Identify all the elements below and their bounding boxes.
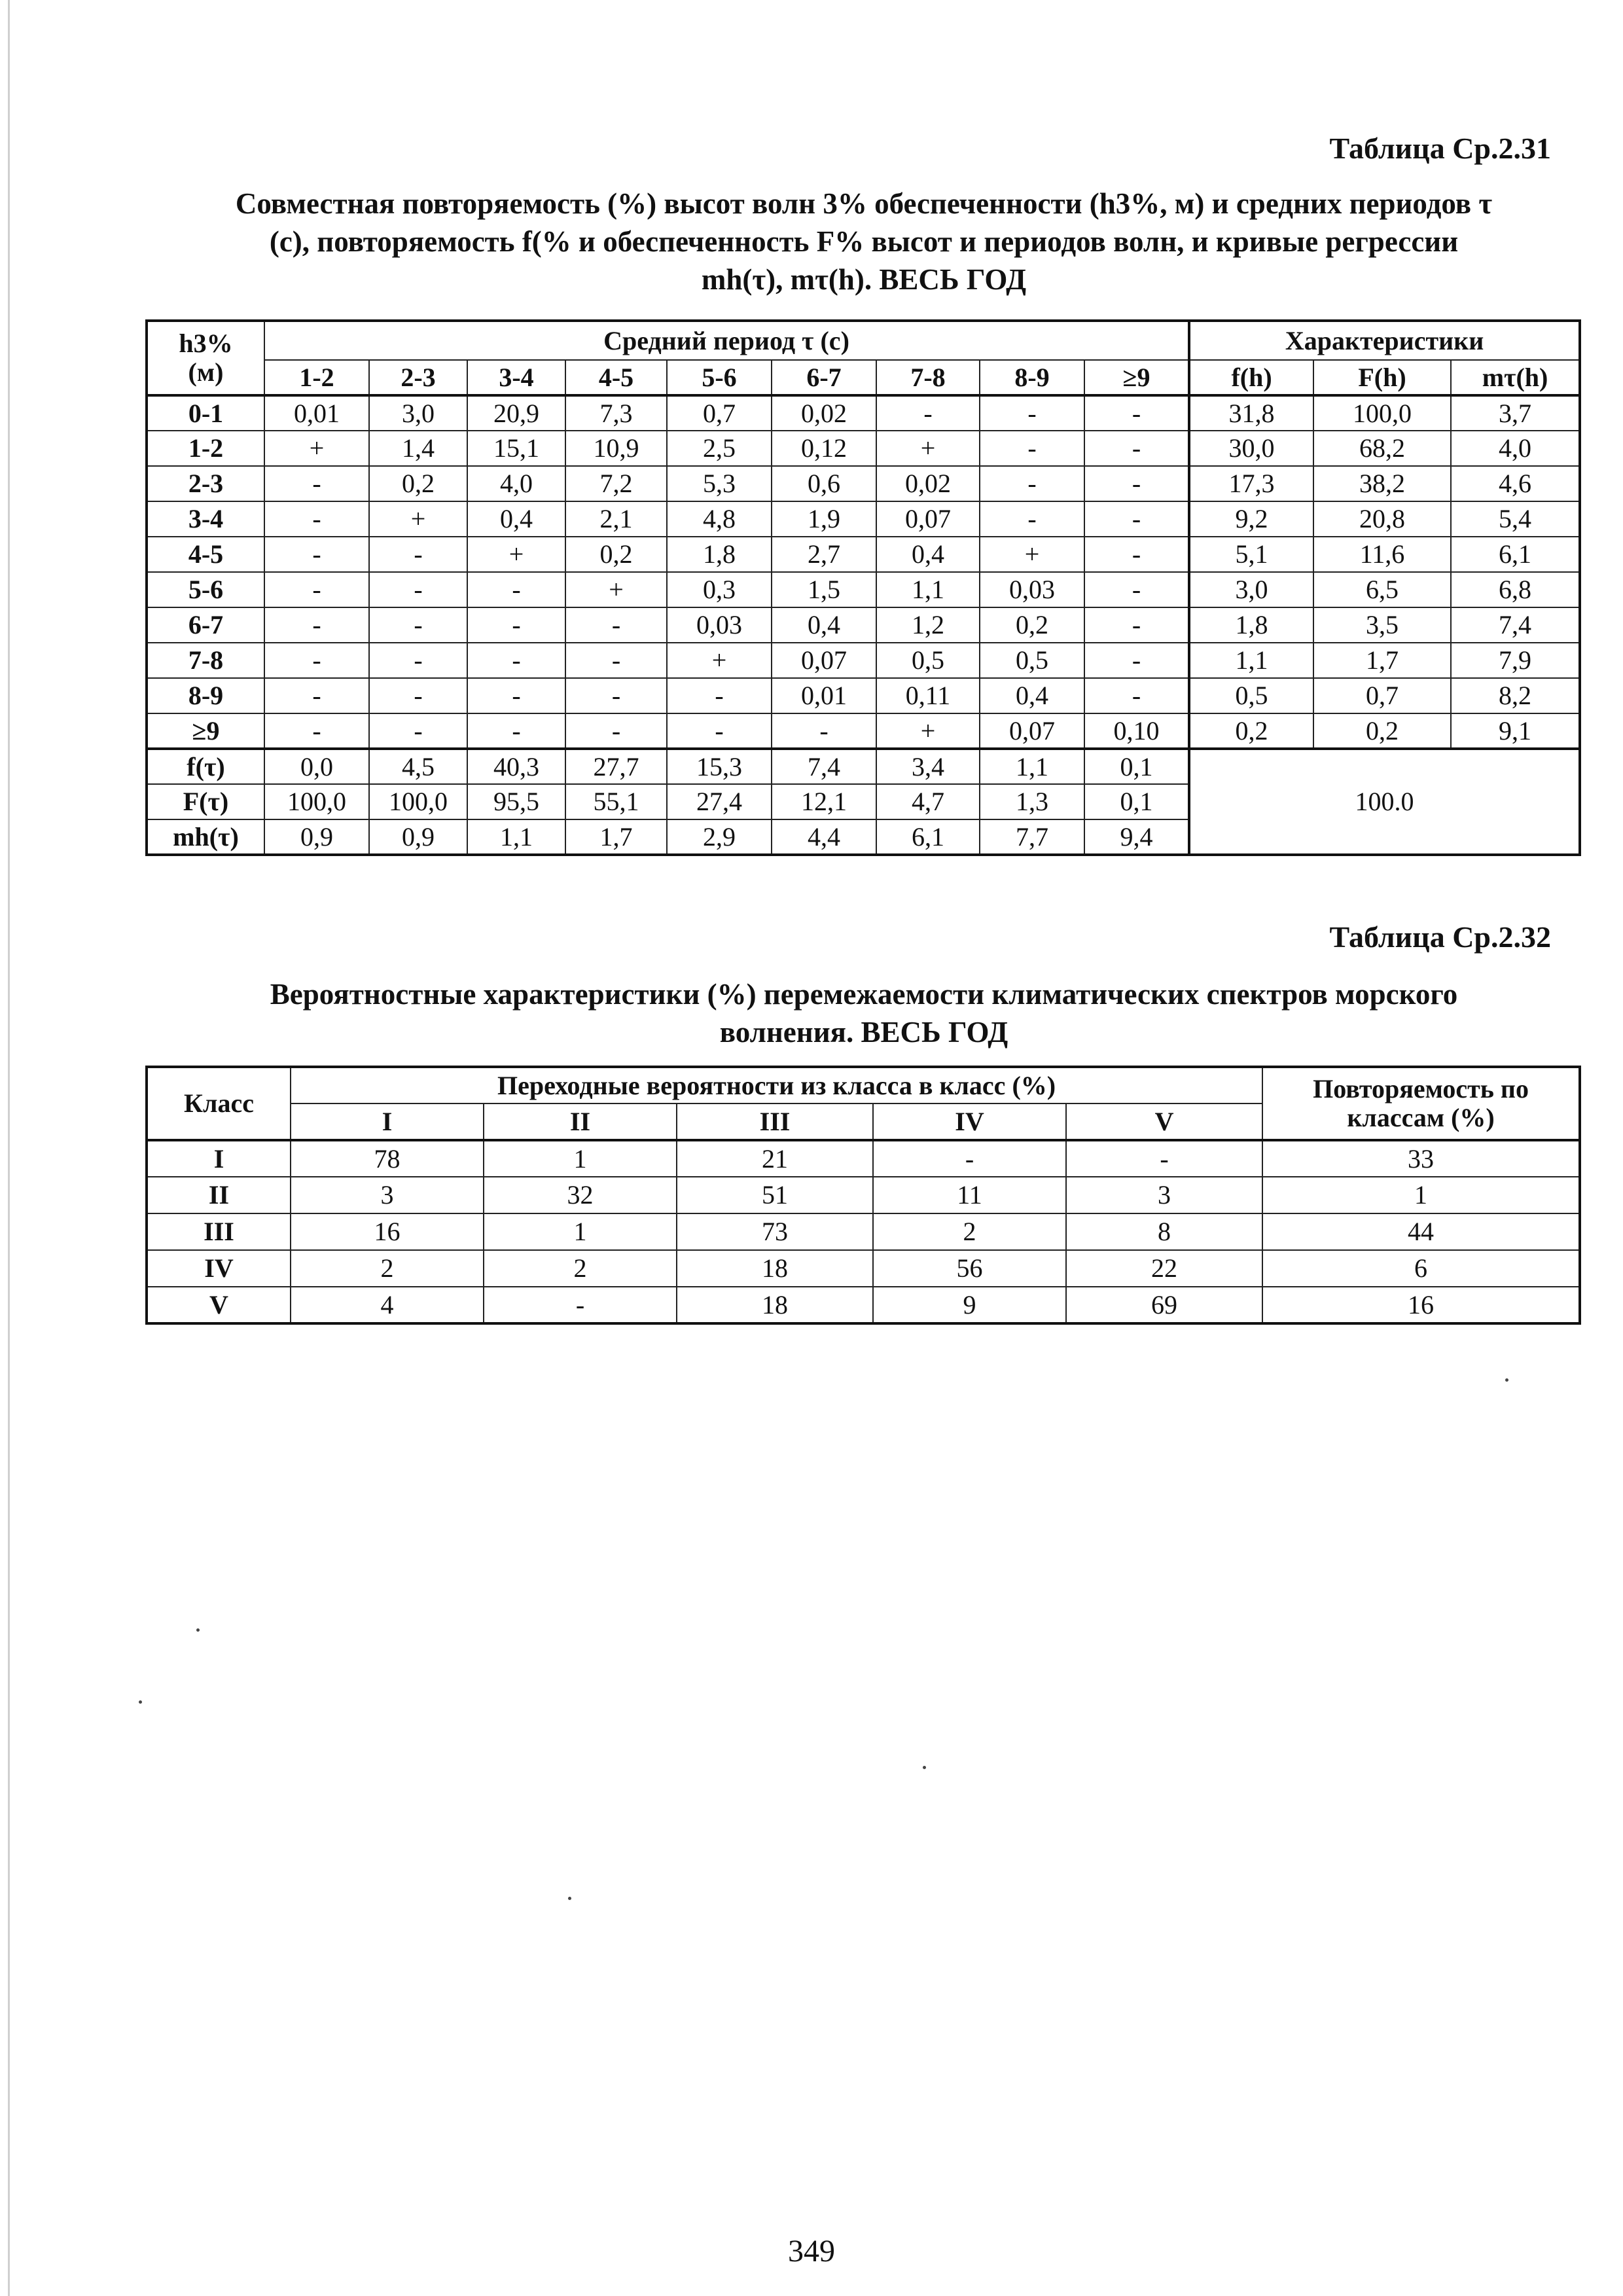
table-cell: 56	[873, 1250, 1066, 1287]
table-cell: 1,1	[467, 819, 565, 855]
period-col: ≥9	[1084, 360, 1189, 395]
class-label: IV	[147, 1250, 291, 1287]
corner-unit: (м)	[188, 357, 224, 387]
table-cell: 0,4	[980, 678, 1084, 713]
summary-label: mh(τ)	[147, 819, 264, 855]
freq-cell: 33	[1262, 1140, 1580, 1177]
table-cell: -	[565, 678, 667, 713]
table2-body	[147, 1140, 1580, 1323]
char-cell: 1,7	[1313, 643, 1451, 678]
row-height-label: 0-1	[147, 395, 264, 431]
table1-title	[151, 185, 1577, 298]
freq-header: Повторяемость по классам (%)	[1262, 1067, 1580, 1140]
table1-label: Таблица Ср.2.31	[1329, 132, 1551, 165]
table1-row	[147, 466, 1580, 501]
table-cell: 73	[677, 1213, 873, 1250]
table-cell: 3	[1066, 1177, 1262, 1213]
char-cell: 0,7	[1313, 678, 1451, 713]
table-cell: 0,1	[1084, 784, 1189, 819]
table-cell: -	[369, 572, 467, 607]
table1-row	[147, 501, 1580, 537]
table-cell: 0,12	[772, 431, 876, 466]
table-cell: 5,3	[667, 466, 772, 501]
table-cell: -	[264, 643, 369, 678]
table-cell: 4,4	[772, 819, 876, 855]
table1-row	[147, 678, 1580, 713]
table-cell: 0,5	[980, 643, 1084, 678]
table-cell: -	[467, 678, 565, 713]
table-cell: 0,2	[565, 537, 667, 572]
period-header: Средний период τ (с)	[264, 321, 1189, 360]
table2-label: Таблица Ср.2.32	[1329, 920, 1551, 954]
char-cell: 5,4	[1451, 501, 1580, 537]
char-cell: 100,0	[1313, 395, 1451, 431]
table-cell: +	[980, 537, 1084, 572]
char-cell: 8,2	[1451, 678, 1580, 713]
char-cell: 17,3	[1189, 466, 1313, 501]
table-cell: -	[565, 713, 667, 749]
period-col: 6-7	[772, 360, 876, 395]
table1-row	[147, 572, 1580, 607]
table-cell: 4,7	[876, 784, 980, 819]
table-cell: -	[1084, 431, 1189, 466]
char-col: f(h)	[1189, 360, 1313, 395]
table-cell: 22	[1066, 1250, 1262, 1287]
table1-row	[147, 395, 1580, 431]
period-col: 7-8	[876, 360, 980, 395]
char-cell: 20,8	[1313, 501, 1451, 537]
table-cell: 1	[484, 1213, 677, 1250]
char-cell: 0,2	[1313, 713, 1451, 749]
table-cell: +	[876, 713, 980, 749]
table-cell: -	[369, 678, 467, 713]
table-cell: 1,4	[369, 431, 467, 466]
table-cell: +	[667, 643, 772, 678]
char-cell: 3,0	[1189, 572, 1313, 607]
freq-cell: 16	[1262, 1287, 1580, 1323]
row-height-label: 3-4	[147, 501, 264, 537]
table1-summary	[147, 749, 1580, 855]
table1-title-line2: (с), повторяемость f(% и обеспеченность F% высот и периодов волн, и кривые регрессии	[269, 225, 1459, 258]
table-cell: 0,0	[264, 749, 369, 784]
corner-h3: h3%	[179, 329, 233, 358]
table-cell: 7,2	[565, 466, 667, 501]
table-cell: 7,3	[565, 395, 667, 431]
table-cell: 27,7	[565, 749, 667, 784]
class-label: I	[147, 1140, 291, 1177]
table-cell: 0,4	[876, 537, 980, 572]
table-cell: 55,1	[565, 784, 667, 819]
table-cell: -	[264, 607, 369, 643]
table-cell: -	[1084, 395, 1189, 431]
table2-title-line1: Вероятностные характеристики (%) перемежаемости климатических спектров морского	[270, 978, 1458, 1011]
table-cell: -	[980, 501, 1084, 537]
char-header: Характеристики	[1189, 321, 1580, 360]
table-cell: +	[565, 572, 667, 607]
table-cell: 8	[1066, 1213, 1262, 1250]
table2-row	[147, 1250, 1580, 1287]
table-cell: -	[980, 466, 1084, 501]
table2-title	[151, 975, 1577, 1051]
table-cell: -	[467, 643, 565, 678]
table-cell: 7,4	[772, 749, 876, 784]
table-cell: -	[565, 643, 667, 678]
table-cell: 0,10	[1084, 713, 1189, 749]
char-cell: 5,1	[1189, 537, 1313, 572]
table-cell: -	[467, 572, 565, 607]
row-height-label: 5-6	[147, 572, 264, 607]
table1-row	[147, 643, 1580, 678]
table2-row	[147, 1140, 1580, 1177]
table-cell: +	[369, 501, 467, 537]
table-cell: 4,8	[667, 501, 772, 537]
table-cell: -	[264, 466, 369, 501]
table-cell: 18	[677, 1250, 873, 1287]
class-label: II	[147, 1177, 291, 1213]
table-cell: 0,6	[772, 466, 876, 501]
table-cell: -	[264, 678, 369, 713]
table2-row	[147, 1287, 1580, 1323]
table1-title-line3: mh(τ), mτ(h). ВЕСЬ ГОД	[701, 263, 1027, 296]
table-cell: 2,1	[565, 501, 667, 537]
table-cell: 0,01	[772, 678, 876, 713]
table-cell: -	[467, 607, 565, 643]
freq-cell: 1	[1262, 1177, 1580, 1213]
table-cell: 4,0	[467, 466, 565, 501]
table1-body	[147, 395, 1580, 749]
table-cell: -	[369, 643, 467, 678]
char-cell: 1,1	[1189, 643, 1313, 678]
row-height-label: 6-7	[147, 607, 264, 643]
table-cell: 0,9	[264, 819, 369, 855]
table-cell: -	[1084, 643, 1189, 678]
class-col: IV	[873, 1103, 1066, 1140]
table1-row	[147, 713, 1580, 749]
table-cell: -	[980, 431, 1084, 466]
char-cell: 7,4	[1451, 607, 1580, 643]
table-cell: -	[667, 678, 772, 713]
table-cell: 4,5	[369, 749, 467, 784]
table-cell: 0,01	[264, 395, 369, 431]
table-cell: 21	[677, 1140, 873, 1177]
period-col: 5-6	[667, 360, 772, 395]
table1-row	[147, 431, 1580, 466]
period-col: 8-9	[980, 360, 1084, 395]
table-cell: -	[369, 537, 467, 572]
table-cell: -	[1084, 466, 1189, 501]
table-cell: 0,1	[1084, 749, 1189, 784]
table1-summary-row	[147, 749, 1580, 784]
table-cell: 78	[291, 1140, 484, 1177]
transition-header: Переходные вероятности из класса в класс (%)	[291, 1067, 1262, 1103]
table-cell: 20,9	[467, 395, 565, 431]
scan-speck	[1505, 1378, 1508, 1382]
table-cell: 32	[484, 1177, 677, 1213]
table1	[145, 319, 1581, 856]
table-cell: 0,4	[467, 501, 565, 537]
table-cell: -	[667, 713, 772, 749]
row-height-label: 8-9	[147, 678, 264, 713]
table-cell: 2,5	[667, 431, 772, 466]
table-cell: 15,1	[467, 431, 565, 466]
table2	[145, 1066, 1581, 1325]
table-cell: 69	[1066, 1287, 1262, 1323]
table-cell: +	[264, 431, 369, 466]
table-cell: 1,2	[876, 607, 980, 643]
char-cell: 6,8	[1451, 572, 1580, 607]
scan-speck	[196, 1628, 200, 1632]
table-cell: -	[369, 713, 467, 749]
table-cell: 16	[291, 1213, 484, 1250]
char-cell: 11,6	[1313, 537, 1451, 572]
freq-cell: 6	[1262, 1250, 1580, 1287]
summary-label: f(τ)	[147, 749, 264, 784]
scan-speck	[139, 1700, 142, 1704]
class-label: V	[147, 1287, 291, 1323]
class-label: III	[147, 1213, 291, 1250]
char-col: mτ(h)	[1451, 360, 1580, 395]
table1-row	[147, 607, 1580, 643]
table-cell: 0,5	[876, 643, 980, 678]
table-cell: 100,0	[369, 784, 467, 819]
class-header: Класс	[147, 1067, 291, 1140]
table-cell: 1,3	[980, 784, 1084, 819]
table-cell: 2	[291, 1250, 484, 1287]
row-height-label: 2-3	[147, 466, 264, 501]
table-cell: -	[565, 607, 667, 643]
page-number: 349	[788, 2234, 835, 2269]
char-cell: 1,8	[1189, 607, 1313, 643]
class-col: V	[1066, 1103, 1262, 1140]
row-height-label: 4-5	[147, 537, 264, 572]
table-cell: -	[369, 607, 467, 643]
table-cell: 100,0	[264, 784, 369, 819]
table-cell: 9	[873, 1287, 1066, 1323]
table1-row	[147, 537, 1580, 572]
char-cell: 3,5	[1313, 607, 1451, 643]
char-cell: 6,1	[1451, 537, 1580, 572]
char-cell: 7,9	[1451, 643, 1580, 678]
table-cell: 0,3	[667, 572, 772, 607]
table-cell: 3	[291, 1177, 484, 1213]
char-cell: 30,0	[1189, 431, 1313, 466]
row-height-label: 7-8	[147, 643, 264, 678]
table-cell: 9,4	[1084, 819, 1189, 855]
table-cell: -	[980, 395, 1084, 431]
table-cell: 1,8	[667, 537, 772, 572]
char-cell: 6,5	[1313, 572, 1451, 607]
table-cell: 40,3	[467, 749, 565, 784]
table-cell: 7,7	[980, 819, 1084, 855]
table-cell: 4	[291, 1287, 484, 1323]
table-cell: 10,9	[565, 431, 667, 466]
table-cell: 3,0	[369, 395, 467, 431]
total-cell: 100.0	[1189, 749, 1580, 855]
table1-corner	[147, 321, 264, 395]
table-cell: 0,9	[369, 819, 467, 855]
char-cell: 0,2	[1189, 713, 1313, 749]
table-cell: 11	[873, 1177, 1066, 1213]
table-cell: -	[264, 713, 369, 749]
table-cell: 6,1	[876, 819, 980, 855]
table-cell: +	[876, 431, 980, 466]
table-cell: 2,7	[772, 537, 876, 572]
table-cell: -	[1084, 501, 1189, 537]
table-cell: 0,2	[980, 607, 1084, 643]
table-cell: 0,02	[876, 466, 980, 501]
table-cell: -	[1084, 572, 1189, 607]
table-cell: 1	[484, 1140, 677, 1177]
table-cell: 3,4	[876, 749, 980, 784]
table-cell: 1,9	[772, 501, 876, 537]
table-cell: -	[873, 1140, 1066, 1177]
table-cell: -	[264, 572, 369, 607]
table-cell: -	[264, 537, 369, 572]
table-cell: 0,03	[667, 607, 772, 643]
table-cell: -	[1084, 607, 1189, 643]
class-col: I	[291, 1103, 484, 1140]
table-cell: +	[467, 537, 565, 572]
table1-title-line1: Совместная повторяемость (%) высот волн 3% обеспеченности (h3%, м) и средних периодов τ	[235, 187, 1493, 220]
table-cell: -	[484, 1287, 677, 1323]
period-col: 3-4	[467, 360, 565, 395]
char-cell: 68,2	[1313, 431, 1451, 466]
class-col: II	[484, 1103, 677, 1140]
table1-header-row	[147, 321, 1580, 360]
table-cell: 1,1	[980, 749, 1084, 784]
table-cell: -	[264, 501, 369, 537]
table-cell: 0,2	[369, 466, 467, 501]
table-cell: 95,5	[467, 784, 565, 819]
table2-row	[147, 1213, 1580, 1250]
char-cell: 38,2	[1313, 466, 1451, 501]
table-cell: 0,07	[876, 501, 980, 537]
row-height-label: 1-2	[147, 431, 264, 466]
table2-title-line2: волнения. ВЕСЬ ГОД	[719, 1016, 1008, 1049]
char-cell: 3,7	[1451, 395, 1580, 431]
table-cell: 1,5	[772, 572, 876, 607]
table-cell: -	[1084, 678, 1189, 713]
table-cell: 2	[873, 1213, 1066, 1250]
table-cell: 1,7	[565, 819, 667, 855]
table-cell: 12,1	[772, 784, 876, 819]
table-cell: -	[467, 713, 565, 749]
period-col: 4-5	[565, 360, 667, 395]
table-cell: 2,9	[667, 819, 772, 855]
table-cell: 0,07	[980, 713, 1084, 749]
table-cell: -	[1066, 1140, 1262, 1177]
period-col: 2-3	[369, 360, 467, 395]
table-cell: 0,7	[667, 395, 772, 431]
scan-speck	[568, 1897, 571, 1900]
table-cell: -	[772, 713, 876, 749]
table-cell: 1,1	[876, 572, 980, 607]
summary-label: F(τ)	[147, 784, 264, 819]
table-cell: 27,4	[667, 784, 772, 819]
table-cell: 0,03	[980, 572, 1084, 607]
char-cell: 9,1	[1451, 713, 1580, 749]
row-height-label: ≥9	[147, 713, 264, 749]
table-cell: 18	[677, 1287, 873, 1323]
table2-header-row	[147, 1067, 1580, 1103]
char-cell: 4,0	[1451, 431, 1580, 466]
char-cell: 4,6	[1451, 466, 1580, 501]
char-cell: 9,2	[1189, 501, 1313, 537]
table2-row	[147, 1177, 1580, 1213]
table-cell: 0,4	[772, 607, 876, 643]
table-cell: 51	[677, 1177, 873, 1213]
scan-edge	[8, 0, 10, 2296]
table-cell: 15,3	[667, 749, 772, 784]
char-cell: 0,5	[1189, 678, 1313, 713]
table1-subheader-row	[147, 360, 1580, 395]
char-col: F(h)	[1313, 360, 1451, 395]
table-cell: 0,02	[772, 395, 876, 431]
table-cell: 0,07	[772, 643, 876, 678]
class-col: III	[677, 1103, 873, 1140]
table-cell: 2	[484, 1250, 677, 1287]
table-cell: 0,11	[876, 678, 980, 713]
scan-speck	[923, 1766, 926, 1769]
char-cell: 31,8	[1189, 395, 1313, 431]
table-cell: -	[876, 395, 980, 431]
period-col: 1-2	[264, 360, 369, 395]
freq-cell: 44	[1262, 1213, 1580, 1250]
table-cell: -	[1084, 537, 1189, 572]
